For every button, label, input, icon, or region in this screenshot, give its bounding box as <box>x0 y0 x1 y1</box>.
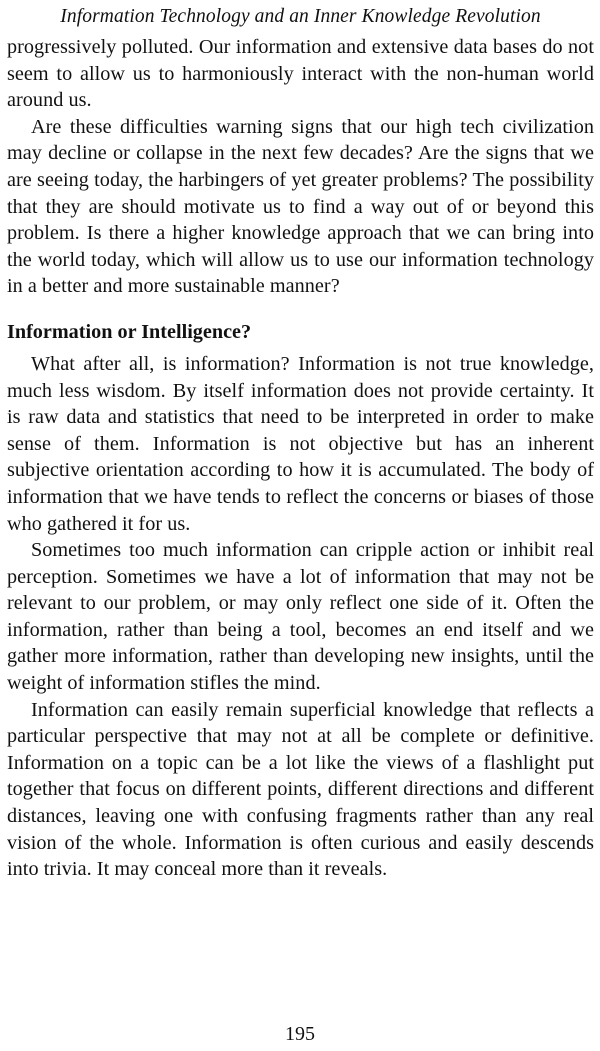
paragraph-too-much-information: Sometimes too much information can cripple action or inhibit real perception. Sometimes we have a lot of information that may not be relevant to our problem, or may only reflect one side of it. Often the information, rather than being a tool, becomes an end itself and we gather more information, rather than developing new insights, until the weight of information stifles the mind. <box>7 539 594 695</box>
page-number: 195 <box>285 1023 315 1045</box>
section-heading: Information or Intelligence? <box>7 320 252 343</box>
running-head: Information Technology and an Inner Knowledge Revolution <box>60 6 541 27</box>
paragraph-superficial-knowledge: Information can easily remain superficial knowledge that reflects a particular perspective that may not at all be complete or definitive. Information on a topic can be a lot like the views of a flashlight put together that focus on different points, different directions and different distances, leaving one with confusing fragments rather than any real vision of the whole. Information is often curious and easily descends into trivia. It may conceal more than it reveals. <box>7 698 594 881</box>
paragraph-what-is-information: What after all, is information? Information is not true knowledge, much less wisdom. By itself information does not provide certainty. It is raw data and statistics that need to be interpreted in order to make sense of them. Information is not objective but has an inherent subjective orientation according to how it is accumulated. The body of information that we have tends to reflect the concerns or biases of those who gathered it for us. <box>7 352 594 535</box>
paragraph-warning-signs: Are these difficulties warning signs that our high tech civilization may decline or collapse in the next few decades? Are the signs that we are seeing today, the harbingers of yet greater problems? The possibility that they are should motivate us to find a way out of or beyond this problem. Is there a higher knowledge approach that we can bring into the world today, which will allow us to use our information technology in a better and more sustainable manner? <box>7 115 594 298</box>
paragraph-continued: progressively polluted. Our information and extensive data bases do not seem to allow us to harmoniously interact with the non-human world around us. <box>7 36 594 112</box>
